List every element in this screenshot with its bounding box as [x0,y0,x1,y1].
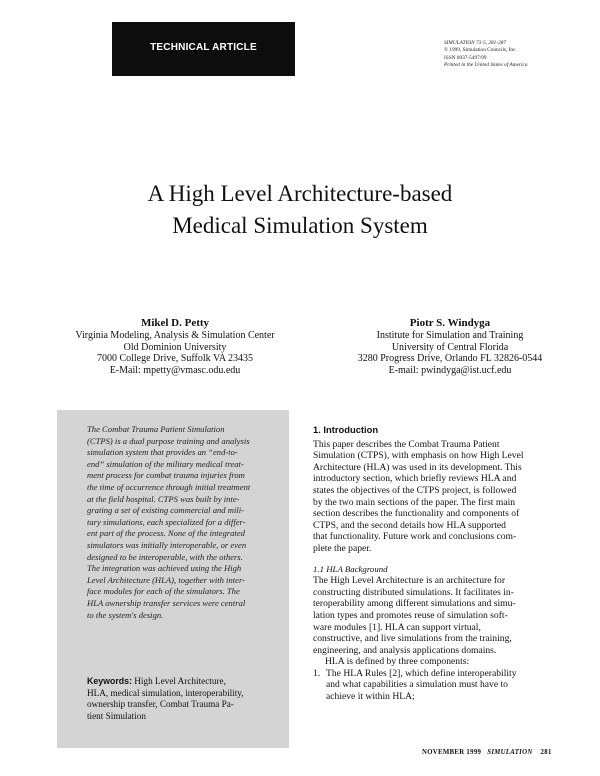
abstract-line: at the field hospital. CTPS was built by inte- [87,493,240,504]
article-type-label: TECHNICAL ARTICLE [150,42,257,53]
publication-metadata [444,40,594,70]
list-line: achieve it within HLA; [326,691,415,703]
page-footer [422,749,592,756]
abstract-line: (CTPS) is a dual purpose training and analysis [87,435,250,446]
section-heading: 1. Introduction [313,424,379,435]
abstract-line: HLA ownership transfer services were central [87,597,246,608]
title-line-1: A High Level Architecture-based [147,181,453,206]
abstract-line: The integration was achieved using the High [87,563,242,574]
keywords-label: Keywords: [87,676,132,686]
author-address: 7000 College Drive, Suffolk VA 23435 [96,353,254,365]
paragraph-line: section describes the functionality and components of [313,508,520,520]
paragraph-line: constructive, and live simulations from the training, [313,633,512,645]
paper-title [0,178,600,242]
paragraph-line: states the objectives of the CTPS project, is followed [313,484,517,496]
author-name: Mikel D. Petty [140,317,210,329]
page-number: 281 [540,749,552,756]
footer-journal: SIMULATION [487,749,533,756]
abstract-line: simulation system that provides an “end-to- [87,447,238,458]
paragraph-line: ware modules [1]. HLA can support virtual, [313,621,481,633]
author-name: Piotr S. Windyga [409,317,491,329]
journal-citation: SIMULATION 73:5, 281-287 [444,40,507,46]
paragraph-line: constructing distributed simulations. It facilitates in- [313,586,514,598]
abstract-line: face modules for each of the simulators. The [87,586,240,597]
abstract-line: grating a set of existing commercial and mili- [87,505,244,516]
subsection-heading: 1.1 HLA Background [313,563,388,574]
paragraph-line: plete the paper. [313,542,372,554]
abstract-line: end” simulation of the military medical treat- [87,458,244,469]
keywords-line-4: tient Simulation [87,710,146,721]
paragraph-line: CTPS, and the second details how HLA supported [313,519,506,531]
list-item [313,668,558,703]
author-email: E-Mail: mpetty@vmasc.odu.edu [109,364,241,376]
paragraph-line: Simulation (CTPS), with emphasis on how High Level [313,450,524,462]
abstract-line: Level Architecture (HLA), together with inter- [87,574,245,585]
paragraph-line: that functionality. Future work and conclusions com- [313,531,517,543]
title-line-2: Medical Simulation System [172,213,428,238]
copyright-line: © 1999, Simulation Councils, Inc. [444,47,517,54]
author-affiliation: Institute for Simulation and Training [376,330,524,341]
abstract-line: The Combat Trauma Patient Simulation [87,424,225,434]
keywords-line-2: HLA, medical simulation, interoperability, [87,687,244,698]
abstract-line: designed to be interoperable, with the others. [87,551,243,562]
list-line: The HLA Rules [2], which define interoperability [326,667,517,679]
paragraph-line: The High Level Architecture is an architecture for [313,575,506,587]
keywords-line-1 [87,676,282,688]
author-address: 3280 Progress Drive, Orlando FL 32826-0544 [357,353,543,365]
paragraph-line: This paper describes the Combat Trauma Patient [313,438,500,450]
abstract-line: simulators was initially interoperable, or even [87,539,247,550]
abstract-text [87,424,280,621]
footer-date: NOVEMBER 1999 [422,749,482,756]
author-affiliation: Virginia Modeling, Analysis & Simulation Center [75,330,275,341]
list-line: and what capabilities a simulation must have to [326,679,508,691]
abstract-line: the time of occurrence through initial treatment [87,481,251,492]
paragraph-line: introductory section, which briefly reviews HLA and [313,473,517,485]
list-text [326,668,517,703]
abstract-line: ent part of the process. None of the integrated [87,528,245,539]
paragraph-line: lation types and promotes reuse of simulation soft- [313,609,508,621]
article-type-banner [112,22,295,76]
printed-line: Printed in the United States of America [444,62,528,69]
paragraph-line: teroperability among different simulations and simu- [313,598,516,610]
paragraph-line: by the two main sections of the paper. The first main [313,496,516,508]
keywords-line-3: ownership transfer, Combat Trauma Pa- [87,699,234,710]
paragraph-line: engineering, and analysis applications domains. [313,644,497,656]
abstract-line: ment process for combat trauma injuries from [87,470,245,481]
abstract-line: to the system's design. [87,609,164,620]
body-column [313,424,558,703]
author-institution: Old Dominion University [123,341,227,353]
author-block-2 [325,317,575,376]
paragraph-line: HLA is defined by three components: [325,656,470,668]
keywords-block [87,676,282,722]
paragraph-line: Architecture (HLA) was used in its development. This [313,461,522,473]
author-email: E-mail: pwindyga@ist.ucf.edu [388,364,512,376]
author-block-1 [30,317,320,376]
author-institution: University of Central Florida [391,341,509,353]
list-number: 1. [313,667,321,679]
issn-line: ISSN 0037-5497/99 [444,54,487,61]
abstract-line: tary simulations, each specialized for a differ- [87,516,246,527]
keywords-text: High Level Architecture, [131,676,226,686]
